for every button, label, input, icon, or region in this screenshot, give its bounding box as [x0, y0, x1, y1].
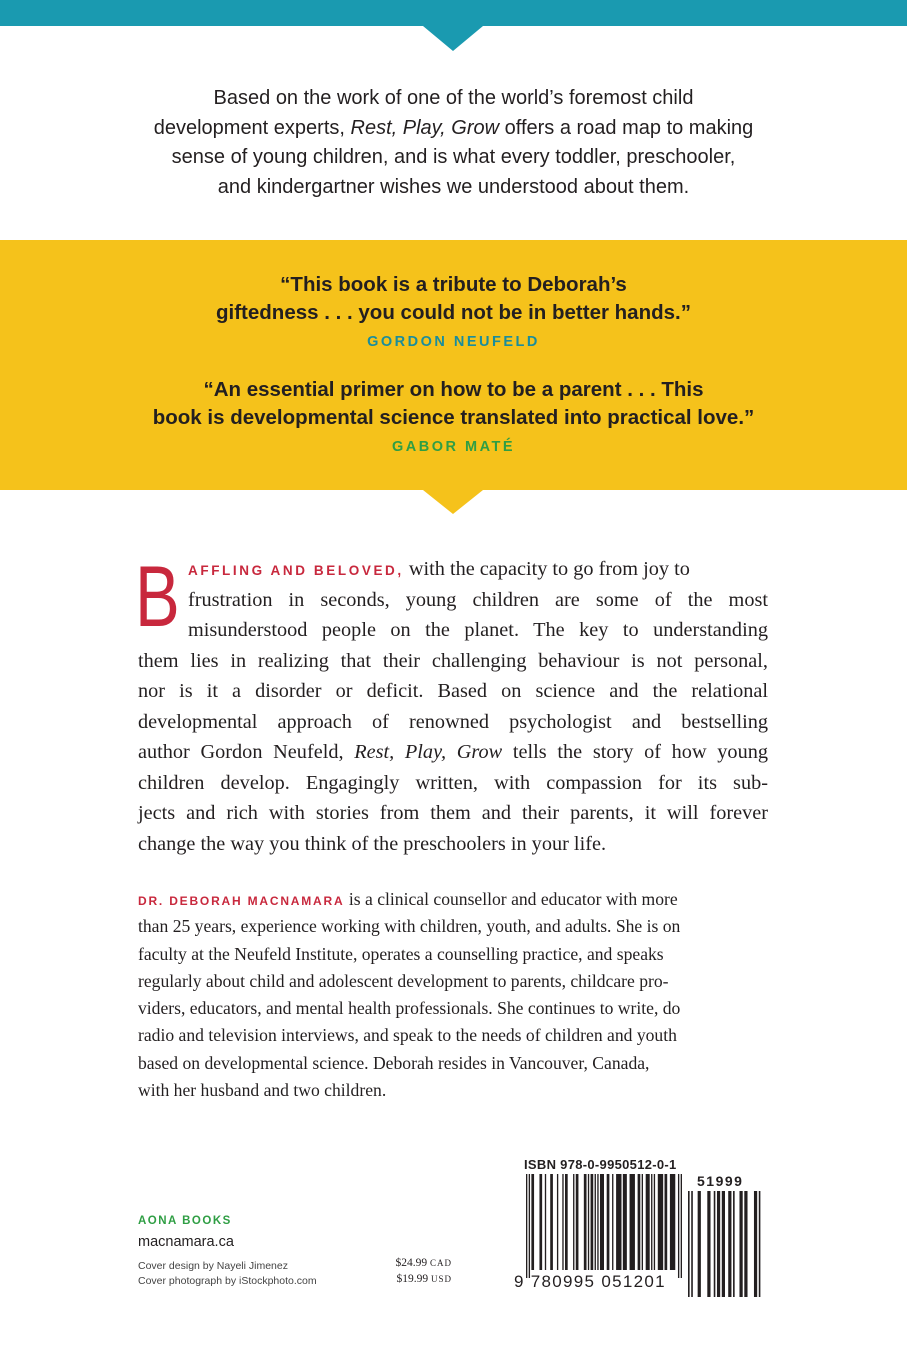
top-band-notch	[423, 26, 483, 51]
barcode-bar	[539, 1174, 542, 1270]
bio-line: regularly about child and adolescent development to parents, childcare pro-	[138, 970, 669, 991]
description-line: frustration in seconds, young children are some of the most	[188, 588, 768, 611]
description-line	[138, 737, 768, 768]
quote-line: giftedness . . . you could not be in better hands.”	[216, 301, 691, 324]
bio-line: than 25 years, experience working with children, youth, and adults. She is on	[138, 916, 681, 937]
description-line: nor is it a disorder or deficit. Based on science and the relational	[138, 680, 768, 702]
barcode-bar	[651, 1174, 652, 1270]
barcode-bar	[595, 1174, 596, 1270]
bio-line	[138, 886, 768, 913]
bio-line: with her husband and two children.	[138, 1080, 387, 1101]
barcode-bar	[526, 1174, 527, 1278]
barcode-bar	[531, 1174, 534, 1270]
barcode-bar	[600, 1174, 604, 1270]
barcode-bar	[576, 1174, 579, 1270]
barcode-bar	[698, 1191, 701, 1297]
price-addon-barcode	[688, 1191, 762, 1297]
barcode-bar	[739, 1191, 742, 1297]
bio-line: viders, educators, and mental health professionals. She continues to write, do	[138, 998, 681, 1019]
bio-text: is a clinical counsellor and educator with more	[344, 889, 678, 909]
price-amount: $19.99	[396, 1273, 429, 1285]
barcode-bar	[529, 1174, 530, 1278]
description-line: jects and rich with stories from them and their parents, it will forever	[138, 802, 768, 824]
cover-photo-credit: Cover photograph by iStockphoto.com	[138, 1275, 317, 1287]
bio-line: radio and television interviews, and speak to the needs of children and youth	[138, 1025, 677, 1046]
description-line: misunderstood people on the planet. The key to understanding	[188, 619, 768, 641]
barcode-bar	[545, 1174, 546, 1270]
barcode-bar	[733, 1191, 735, 1297]
intro-line	[100, 114, 807, 144]
intro-line: and kindergartner wishes we understood about them.	[217, 175, 690, 198]
price-cad	[360, 1257, 452, 1269]
price-amount: $24.99	[395, 1257, 428, 1269]
quote-author: GABOR MATÉ	[391, 439, 515, 455]
barcode-bar	[612, 1174, 613, 1270]
barcode-bar	[654, 1174, 655, 1270]
isbn-label: ISBN 978-0-9950512-0-1	[524, 1157, 677, 1172]
description-line	[138, 554, 768, 585]
description-lead: AFFLING AND BELOVED,	[188, 563, 404, 578]
barcode-bar	[665, 1174, 668, 1270]
price-currency: USD	[430, 1274, 452, 1284]
barcode-bar	[562, 1174, 563, 1270]
author-bio	[138, 886, 768, 1104]
intro-blurb	[100, 84, 807, 202]
price-addon-digits: 51999	[697, 1173, 744, 1189]
barcode-bar	[623, 1174, 627, 1270]
barcode-bar	[714, 1191, 716, 1297]
barcode-bar	[573, 1174, 574, 1270]
barcode-bar	[759, 1191, 761, 1297]
barcode-bar	[678, 1174, 679, 1278]
author-name: DR. DEBORAH MACNAMARA	[138, 894, 345, 908]
description-text: with the capacity to go from joy to	[403, 558, 690, 580]
intro-text: development experts,	[153, 116, 351, 139]
description-line: them lies in realizing that their challenging behaviour is not personal,	[138, 649, 768, 672]
barcode-bar	[754, 1191, 757, 1297]
book-description	[138, 554, 768, 859]
barcode-bar	[717, 1191, 720, 1297]
bio-line: faculty at the Neufeld Institute, operates a counselling practice, and speaks	[138, 943, 664, 964]
barcode-bar	[728, 1191, 731, 1297]
bio-line: based on developmental science. Deborah resides in Vancouver, Canada,	[138, 1052, 650, 1073]
barcode-bar	[584, 1174, 587, 1270]
quote-line: “This book is a tribute to Deborah’s	[280, 273, 627, 296]
description-text: tells the story of how young	[502, 741, 768, 763]
barcode-bar	[591, 1174, 594, 1270]
quotes-band-notch	[423, 490, 483, 514]
price-usd	[360, 1273, 452, 1285]
book-title: Rest, Play, Grow	[354, 741, 503, 763]
top-color-band	[0, 0, 907, 26]
intro-line: sense of young children, and is what every toddler, preschooler,	[171, 146, 736, 168]
publisher-name: AONA BOOKS	[138, 1215, 232, 1227]
barcode-bar	[588, 1174, 589, 1270]
cover-design-credit: Cover design by Nayeli Jimenez	[138, 1260, 288, 1272]
endorsement-quote	[80, 271, 827, 327]
barcode-bar	[658, 1174, 663, 1270]
quote-line: book is developmental science translated into practical love.”	[152, 406, 755, 429]
barcode-bar	[550, 1174, 553, 1270]
website-link[interactable]: macnamara.ca	[138, 1234, 234, 1250]
quote-author: GORDON NEUFELD	[367, 334, 540, 350]
barcode-bar	[681, 1174, 682, 1278]
barcode-bar	[691, 1191, 693, 1297]
isbn-barcode	[526, 1174, 682, 1278]
description-line: children develop. Engagingly written, with compassion for its sub-	[138, 771, 768, 794]
barcode-bar	[722, 1191, 725, 1297]
barcode-bar	[670, 1174, 675, 1270]
barcode-bar	[638, 1174, 641, 1270]
barcode-bar	[616, 1174, 621, 1270]
barcode-bar	[557, 1174, 558, 1270]
barcode-bar	[646, 1174, 650, 1270]
endorsement-quote	[80, 376, 827, 432]
barcode-bar	[688, 1191, 690, 1297]
barcode-bar	[642, 1174, 643, 1270]
barcode-bar	[630, 1174, 635, 1270]
description-text: author Gordon Neufeld,	[138, 741, 355, 763]
barcode-bar	[597, 1174, 598, 1270]
drop-cap: B	[135, 549, 180, 645]
description-line: change the way you think of the preschoolers in your life.	[138, 832, 607, 855]
barcode-bar	[744, 1191, 747, 1297]
barcode-bar	[565, 1174, 568, 1270]
barcode-bar	[707, 1191, 710, 1297]
ean-digits: 9 780995 051201	[514, 1272, 666, 1291]
barcode-bar	[607, 1174, 610, 1270]
book-title: Rest, Play, Grow	[350, 116, 500, 139]
description-line: developmental approach of renowned psychologist and bestselling	[138, 710, 768, 733]
price-currency: CAD	[429, 1258, 452, 1268]
intro-text: offers a road map to making	[499, 116, 754, 139]
quote-line: “An essential primer on how to be a parent . . . This	[203, 378, 704, 401]
intro-line: Based on the work of one of the world’s foremost child	[213, 87, 694, 109]
